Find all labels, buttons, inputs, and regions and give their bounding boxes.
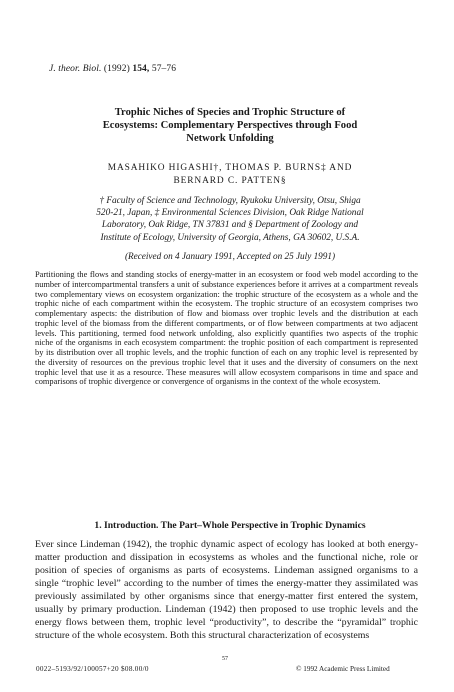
- page-number: 57: [222, 656, 228, 662]
- abstract: Partitioning the flows and standing stocks of energy-matter in an ecosystem or food web model according to the number of intercompartmental transfers a unit of substance experiences before it arrives at a compartment reveals two complementary views on ecosystem organization: the trophic structure of the ecosystem as a whole and the trophic niche of each compartment within the ecosystem. The trophic structure of an ecosystem comprises two complementary aspects: the distribution of flow and biomass over trophic levels and the distribution at each trophic level of the biomass from the different compartments, or of flow between compartments at two adjacent levels. This partitioning, termed food network unfolding, also explicitly quantifies two aspects of the trophic niche of the organisms in each ecosystem compartment: the trophic position of each compartment is represented by its distribution over all trophic levels, and the trophic function of each on any trophic level is represented by the diversity of resources on the previous trophic level that it uses and the diversity of consumers on the next trophic level that use it as a resource. These measures will allow ecosystem comparisons in time and space and comparisons of trophic divergence or convergence of organisms in the context of the whole ecosystem.: [35, 270, 418, 387]
- affiliation-line: Laboratory, Oak Ridge, TN 37831 and § Department of Zoology and: [101, 220, 359, 231]
- affiliation-line: Institute of Ecology, University of Georgia, Athens, GA 30602, U.S.A.: [100, 232, 360, 243]
- affiliation-line: 520-21, Japan, ‡ Environmental Sciences Division, Oak Ridge National: [96, 208, 364, 219]
- journal-year: (1992): [103, 64, 130, 74]
- paper-title: [40, 106, 420, 146]
- affiliations: [60, 195, 400, 244]
- journal-volume: 154,: [132, 64, 150, 74]
- author-line: BERNARD C. PATTEN§: [173, 175, 287, 186]
- title-line: Trophic Niches of Species and Trophic Structure of: [114, 107, 346, 118]
- journal-citation: [49, 64, 176, 74]
- article-code: 0022–5193/92/100057+20 $08.00/0: [36, 665, 149, 673]
- section-heading: 1. Introduction. The Part–Whole Perspective in Trophic Dynamics: [94, 520, 366, 531]
- journal-pages: 57–76: [151, 64, 177, 74]
- author-list: [40, 162, 420, 187]
- title-line: Ecosystems: Complementary Perspectives through Food: [102, 120, 358, 132]
- body-paragraph: Ever since Lindeman (1942), the trophic dynamic aspect of ecology has looked at both energy-matter production and dissipation in ecosystems as wholes and the functional niche, role or position of species of organisms as parts of ecosystems. Lindeman assigned organisms to a single “trophic level” according to the number of times the energy-matter they assimilated was previously assimilated by other organisms since that energy-matter first entered the system, usually by primary production. Lindeman (1942) then proposed to use trophic levels and the energy flows between them, trophic level “productivity”, to describe the “pyramidal” trophic structure of the whole ecosystem. Both this structural characterization of ecosystems: [35, 539, 418, 642]
- affiliation-line: † Faculty of Science and Technology, Ryukoku University, Otsu, Shiga: [99, 196, 361, 206]
- author-line: MASAHIKO HIGASHI†, THOMAS P. BURNS‡ AND: [107, 163, 353, 173]
- received-dates: (Received on 4 January 1991, Accepted on 25 July 1991): [124, 251, 336, 261]
- title-line: Network Unfolding: [186, 133, 274, 145]
- copyright-notice: © 1992 Academic Press Limited: [296, 665, 390, 673]
- journal-abbrev: J. theor. Biol.: [49, 64, 102, 74]
